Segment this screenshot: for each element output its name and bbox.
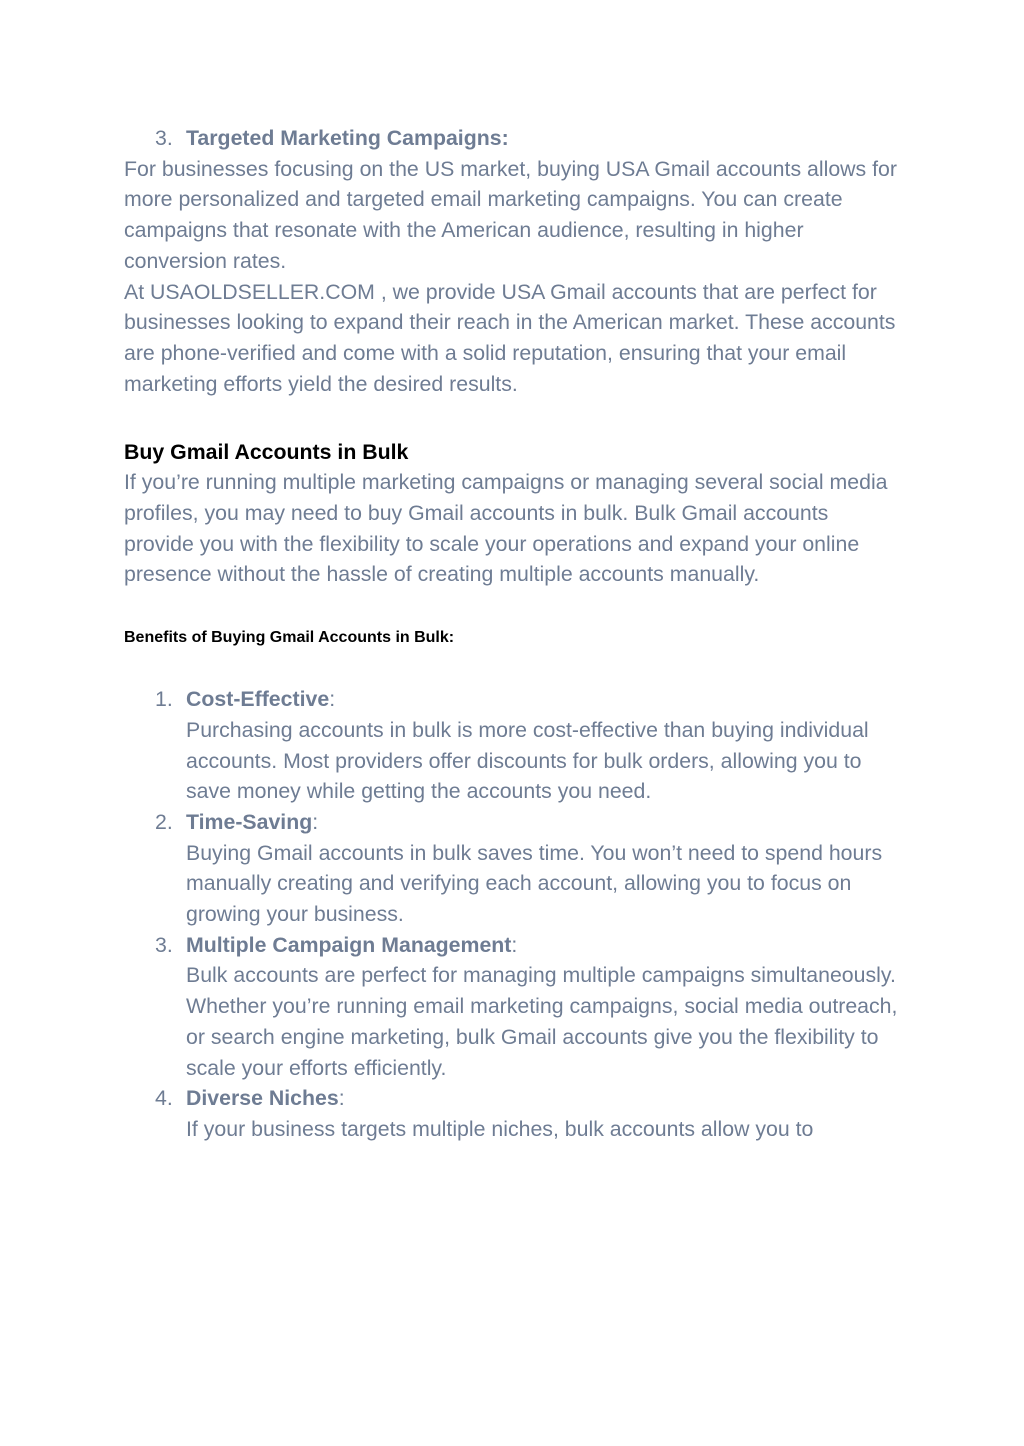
paragraph-us-market: For businesses focusing on the US market, buying USA Gmail accounts allows for more personalized and targeted email marketing campaigns. You can create campaigns that resonate with the American audience, resulting in higher conversion rates.: [124, 156, 897, 273]
benefit-colon: :: [511, 932, 518, 957]
benefit-colon: :: [312, 809, 319, 834]
list-item: [155, 684, 904, 807]
benefit-text: Buying Gmail accounts in bulk saves time. You won’t need to spend hours manually creating and verifying each account, allowing you to focus on growing your business.: [186, 840, 883, 927]
list-number: 1.: [155, 687, 173, 712]
list-number: 3.: [155, 932, 173, 957]
list-item-title: Targeted Marketing Campaigns:: [186, 126, 509, 150]
list-item: [155, 1083, 904, 1144]
benefit-title: Cost-Effective: [186, 687, 330, 712]
benefit-text: Bulk accounts are perfect for managing multiple campaigns simultaneously. Whether you’re running email marketing campaigns, social media outreach, or search engine marketing, bulk Gmail accounts give you the flexibility to scale your efforts efficiently.: [186, 963, 898, 1080]
benefit-title: Diverse Niches: [186, 1086, 339, 1111]
section-heading-buy-bulk: Buy Gmail Accounts in Bulk: [124, 440, 409, 465]
paragraph-usaoldseller: At USAOLDSELLER.COM , we provide USA Gmail accounts that are perfect for businesses looking to expand their reach in the American market. These accounts are phone-verified and come with a solid reputation, ensuring that your email marketing efforts yield the desired results.: [124, 279, 896, 396]
document-content: [124, 120, 904, 1145]
list-item-targeted-marketing: [155, 123, 904, 154]
list-number: 2.: [155, 809, 173, 834]
benefits-list: [155, 684, 904, 1145]
benefit-colon: :: [329, 687, 336, 712]
list-number: 3.: [155, 126, 173, 150]
paragraph-bulk-intro: If you’re running multiple marketing campaigns or managing several social media profiles, you may need to buy Gmail accounts in bulk. Bulk Gmail accounts provide you with the flexibility to scale your operations and expand your online presence without the hassle of creating multiple accounts manually.: [124, 470, 888, 587]
benefit-text: Purchasing accounts in bulk is more cost-effective than buying individual accounts. Most providers offer discounts for bulk orders, allowing you to save money while getting the accounts you need.: [186, 717, 869, 804]
list-item: [155, 930, 904, 1084]
benefit-colon: :: [338, 1086, 345, 1111]
list-item: [155, 807, 904, 930]
benefits-heading: Benefits of Buying Gmail Accounts in Bulk:: [124, 629, 455, 647]
benefit-text: If your business targets multiple niches, bulk accounts allow you to: [186, 1116, 814, 1141]
list-number: 4.: [155, 1086, 173, 1111]
benefit-title: Multiple Campaign Management: [186, 932, 512, 957]
benefit-title: Time-Saving: [186, 809, 313, 834]
